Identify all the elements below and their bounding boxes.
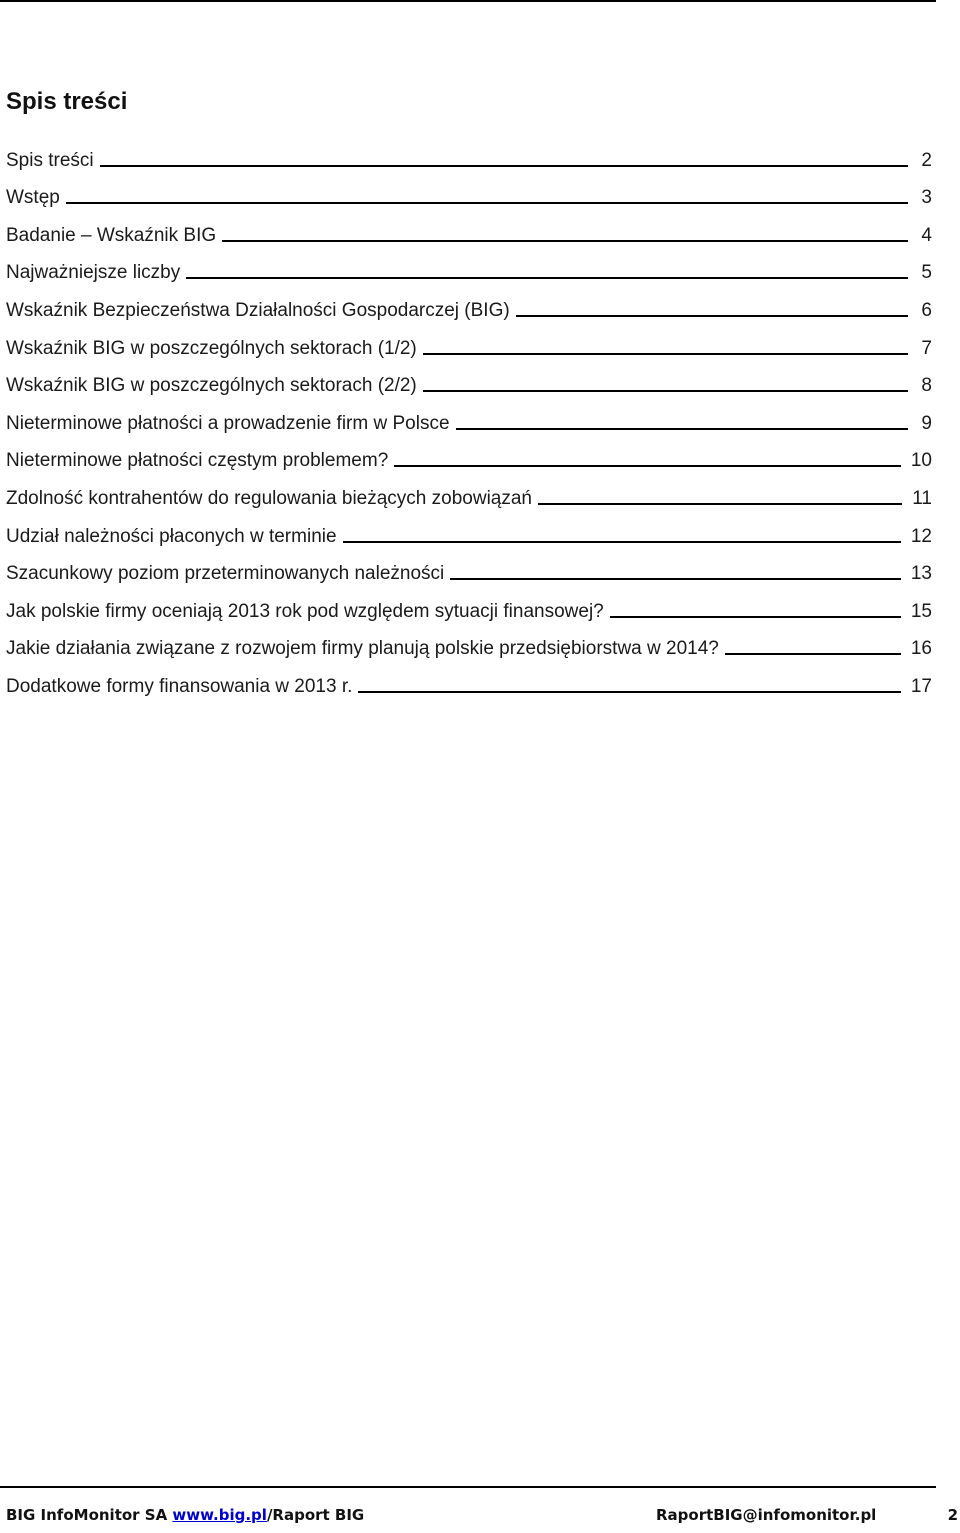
toc-leader-line: [358, 691, 900, 693]
page-footer: [6, 1506, 960, 1528]
toc-entry-title[interactable]: Najważniejsze liczby: [6, 262, 181, 284]
toc-entry-page[interactable]: 7: [921, 337, 932, 359]
toc-entry[interactable]: [6, 210, 932, 248]
toc-entry-page[interactable]: 2: [921, 149, 932, 171]
toc-entry[interactable]: [6, 361, 932, 399]
table-of-contents: [6, 135, 932, 699]
toc-entry-page[interactable]: 5: [921, 262, 932, 284]
toc-leader-line: [423, 353, 908, 355]
toc-entry[interactable]: [6, 624, 932, 662]
footer-website-link[interactable]: www.big.pl: [172, 1506, 267, 1524]
toc-leader-line: [343, 541, 901, 543]
toc-entry-title[interactable]: Nieterminowe płatności a prowadzenie firm w Polsce: [6, 412, 450, 434]
toc-entry[interactable]: [6, 323, 932, 361]
toc-entry-title[interactable]: Jakie działania związane z rozwojem firmy planują polskie przedsiębiorstwa w 2014?: [6, 638, 719, 660]
toc-entry[interactable]: [6, 398, 932, 436]
toc-leader-line: [100, 165, 908, 167]
toc-entry-title[interactable]: Jak polskie firmy oceniają 2013 rok pod względem sytuacji finansowej?: [6, 600, 604, 622]
toc-entry-page[interactable]: 4: [921, 224, 932, 246]
toc-entry-title[interactable]: Zdolność kontrahentów do regulowania bieżących zobowiązań: [6, 487, 532, 509]
toc-leader-line: [423, 390, 908, 392]
toc-entry[interactable]: [6, 248, 932, 286]
toc-entry-page[interactable]: 9: [921, 412, 932, 434]
toc-entry-title[interactable]: Spis treści: [6, 149, 94, 171]
footer-company: BIG InfoMonitor SA: [6, 1506, 173, 1524]
toc-entry-title[interactable]: Wskaźnik BIG w poszczególnych sektorach (2/2): [6, 375, 417, 397]
toc-leader-line: [222, 240, 908, 242]
toc-leader-line: [610, 616, 901, 618]
toc-leader-line: [516, 315, 908, 317]
toc-entry-title[interactable]: Szacunkowy poziom przeterminowanych należności: [6, 563, 445, 585]
toc-leader-line: [186, 277, 908, 279]
footer-email[interactable]: RaportBIG@infomonitor.pl: [656, 1506, 877, 1524]
header-rule: [0, 0, 936, 2]
toc-entry-page[interactable]: 12: [910, 525, 932, 547]
toc-entry-title[interactable]: Badanie – Wskaźnik BIG: [6, 224, 217, 246]
toc-entry[interactable]: [6, 436, 932, 474]
toc-entry-page[interactable]: 13: [910, 563, 932, 585]
toc-entry-page[interactable]: 15: [910, 600, 932, 622]
page-title: Spis treści: [6, 88, 128, 115]
toc-entry[interactable]: [6, 135, 932, 173]
toc-entry-page[interactable]: 17: [910, 675, 932, 697]
toc-entry-page[interactable]: 6: [921, 299, 932, 321]
toc-entry[interactable]: [6, 549, 932, 587]
toc-entry[interactable]: [6, 586, 932, 624]
toc-entry-page[interactable]: 10: [910, 450, 932, 472]
toc-leader-line: [394, 465, 901, 467]
toc-entry[interactable]: [6, 173, 932, 211]
toc-entry[interactable]: [6, 511, 932, 549]
toc-leader-line: [538, 503, 902, 505]
toc-entry-title[interactable]: Udział należności płaconych w terminie: [6, 525, 337, 547]
toc-entry-page[interactable]: 8: [921, 375, 932, 397]
toc-entry-title[interactable]: Dodatkowe formy finansowania w 2013 r.: [6, 675, 353, 697]
toc-entry-page[interactable]: 16: [910, 638, 932, 660]
toc-entry-title[interactable]: Wstęp: [6, 187, 60, 209]
toc-leader-line: [66, 202, 908, 204]
footer-page-number: 2: [947, 1506, 958, 1524]
toc-entry-page[interactable]: 11: [912, 487, 932, 509]
toc-entry[interactable]: [6, 285, 932, 323]
toc-entry[interactable]: [6, 661, 932, 699]
toc-leader-line: [725, 653, 901, 655]
footer-rule: [0, 1486, 936, 1488]
toc-entry-title[interactable]: Wskaźnik Bezpieczeństwa Działalności Gospodarczej (BIG): [6, 299, 510, 321]
toc-leader-line: [450, 578, 901, 580]
toc-entry-title[interactable]: Nieterminowe płatności częstym problemem?: [6, 450, 389, 472]
toc-entry[interactable]: [6, 473, 932, 511]
toc-entry-page[interactable]: 3: [921, 187, 932, 209]
footer-report-name: /Raport BIG: [266, 1506, 365, 1524]
footer-source: [6, 1506, 364, 1524]
toc-leader-line: [456, 428, 908, 430]
toc-entry-title[interactable]: Wskaźnik BIG w poszczególnych sektorach (1/2): [6, 337, 417, 359]
